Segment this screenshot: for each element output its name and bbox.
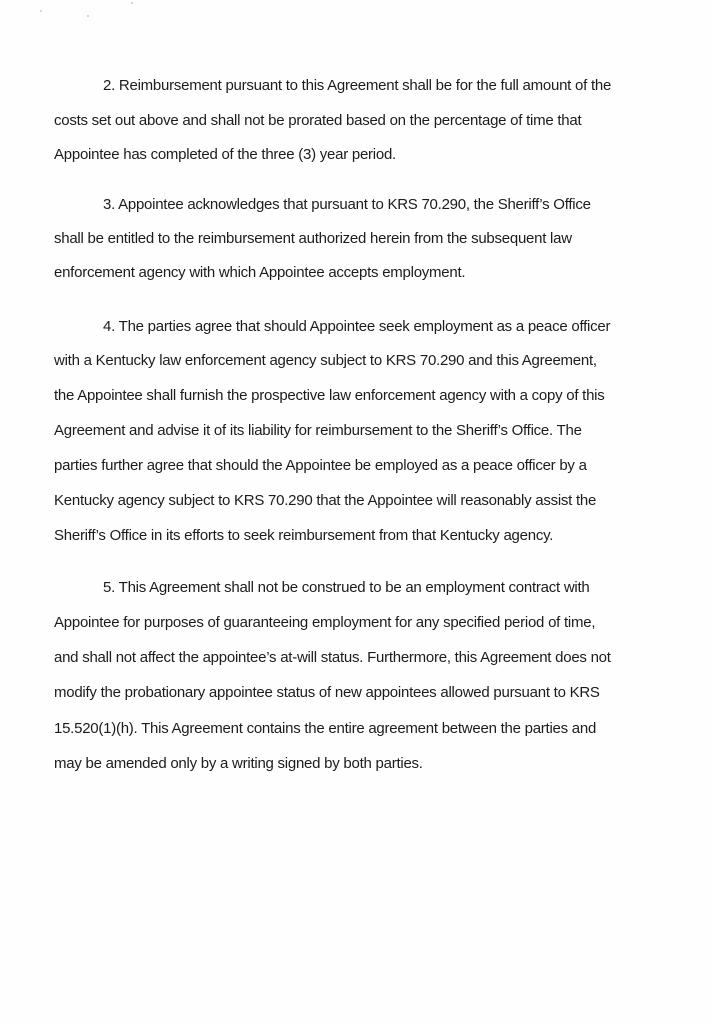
paragraph-line: parties further agree that should the Appointee be employed as a peace officer by a [54,457,587,474]
paragraph-line: 4. The parties agree that should Appointee seek employment as a peace officer [103,318,611,335]
paragraph-line: 15.520(1)(h). This Agreement contains the entire agreement between the parties and [54,720,597,737]
paragraph-line: the Appointee shall furnish the prospective law enforcement agency with a copy of this [54,387,605,404]
paragraph-line: Appointee has completed of the three (3) year period. [54,146,396,163]
scan-speck [87,15,89,17]
paragraph-line: 2. Reimbursement pursuant to this Agreement shall be for the full amount of the [103,77,612,94]
paragraph-line: 3. Appointee acknowledges that pursuant to KRS 70.290, the Sheriff’s Office [103,196,591,213]
paragraph-line: Agreement and advise it of its liability for reimbursement to the Sheriff’s Office. The [54,422,582,439]
paragraph-line: 5. This Agreement shall not be construed to be an employment contract with [103,579,590,596]
scan-speck [131,2,133,4]
paragraph-line: Appointee for purposes of guaranteeing employment for any specified period of time, [54,614,596,631]
paragraph-line: modify the probationary appointee status of new appointees allowed pursuant to KRS [54,684,600,701]
paragraph-line: costs set out above and shall not be prorated based on the percentage of time that [54,112,582,129]
paragraph-line: with a Kentucky law enforcement agency subject to KRS 70.290 and this Agreement, [54,352,597,369]
paragraph-line: enforcement agency with which Appointee accepts employment. [54,264,466,281]
paragraph-line: may be amended only by a writing signed by both parties. [54,755,423,772]
paragraph-line: Sheriff’s Office in its efforts to seek reimbursement from that Kentucky agency. [54,527,554,544]
scan-speck [40,10,42,12]
paragraph-line: and shall not affect the appointee’s at-will status. Furthermore, this Agreement does not [54,649,611,666]
paragraph-line: Kentucky agency subject to KRS 70.290 that the Appointee will reasonably assist the [54,492,597,509]
paragraph-line: shall be entitled to the reimbursement authorized herein from the subsequent law [54,230,572,247]
